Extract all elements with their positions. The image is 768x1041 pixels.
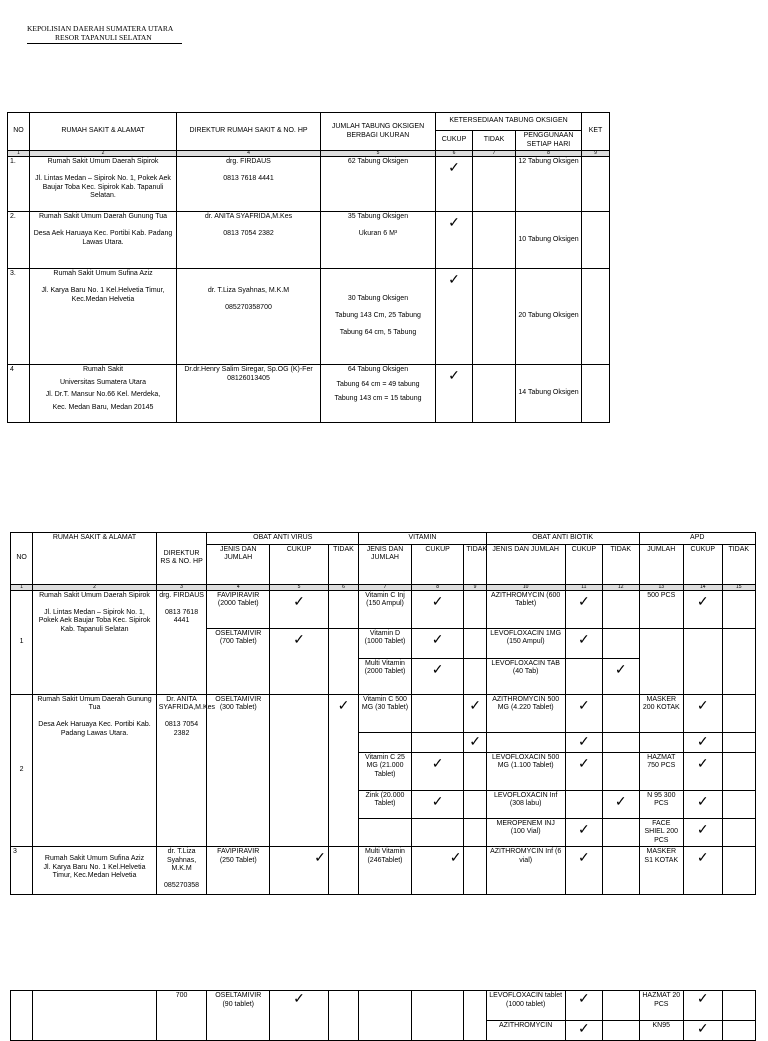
col-number: 1 — [8, 151, 30, 157]
table-row — [8, 157, 610, 212]
rs-address: Jl. Lintas Medan – Sipirok No. 1, Pokek Aek Baujar Toba Kec. Sipirok Kab. Tapanuli Selatan — [38, 608, 151, 633]
rs-cell — [30, 212, 177, 269]
col-ketersediaan: KETERSEDIAAN TABUNG OKSIGEN — [436, 113, 582, 131]
empty-cell — [11, 991, 33, 1041]
rs-cell — [30, 269, 177, 365]
rs-address: Desa Aek Haruaya Kec. Portibi Kab. Padang Lawas Utara. — [33, 230, 173, 246]
antibiotic-item: LEVOFLOXACIN TAB (40 Tab) — [486, 658, 565, 694]
empty-cell — [328, 590, 358, 628]
col-dir: DIREKTUR RS & NO. HP — [156, 533, 207, 585]
antivirus-item: OSELTAMIVIR (700 Tablet) — [207, 628, 270, 694]
col-jenis: JENIS DAN JUMLAH — [207, 544, 270, 584]
director-cell — [177, 157, 321, 212]
rs-address: Desa Aek Haruaya Kec. Portibi Kab. Padang Lawas Utara. — [38, 721, 151, 737]
check-icon: ✓ — [565, 628, 602, 658]
apd-item: FACE SHIEL 200 PCS — [639, 818, 684, 847]
row-no: 4 — [8, 365, 30, 423]
col-number: 6 — [328, 584, 358, 590]
check-icon: ✓ — [436, 157, 473, 212]
empty-cell — [603, 694, 639, 732]
col-vitamin: VITAMIN — [359, 533, 487, 545]
antibiotic-item: AZITHROMYCIN 500 MG (4.220 Tablet) — [486, 694, 565, 732]
letterhead — [27, 24, 182, 44]
check-icon: ✓ — [411, 658, 464, 694]
director-phone: 0813 7618 4441 — [223, 175, 274, 182]
antivirus-item: OSELTAMIVIR (90 tablet) — [207, 991, 270, 1041]
check-icon: ✓ — [684, 991, 722, 1021]
table-row — [11, 991, 756, 1021]
rs-cell — [30, 365, 177, 423]
empty-cell — [270, 694, 329, 847]
director-phone: 085270358700 — [225, 304, 272, 311]
director-name: dr. T.Liza Syahnas, M.K.M — [207, 287, 290, 294]
antibiotic-item: AZITHROMYCIN — [486, 1021, 565, 1041]
rs-cell — [33, 590, 156, 694]
director-phone: 700 — [156, 991, 207, 1041]
col-tidak: TIDAK — [603, 544, 639, 584]
tidak-cell — [473, 157, 516, 212]
vitamin-item: Vitamin C 25 MG (21.000 Tablet) — [359, 752, 412, 790]
antibiotic-item: LEVOFLOXACIN Inf (308 labu) — [486, 790, 565, 818]
check-icon: ✓ — [270, 628, 329, 694]
empty-cell — [359, 991, 412, 1041]
empty-cell — [411, 991, 464, 1041]
col-jenis: JENIS DAN JUMLAH — [486, 544, 565, 584]
rs-name: Rumah Sakit Umum Daerah Gunung Tua — [38, 213, 167, 220]
letterhead-line-2: RESOR TAPANULI SELATAN — [55, 33, 152, 42]
check-icon: ✓ — [684, 790, 722, 818]
oxygen-count: 30 Tabung Oksigen — [347, 295, 409, 302]
table-row — [11, 694, 756, 732]
table-row — [11, 847, 756, 895]
apd-item: HAZMAT 750 PCS — [639, 752, 684, 790]
check-icon: ✓ — [436, 212, 473, 269]
antibiotic-item: LEVOFLOXACIN tablet (1000 tablet) — [486, 991, 565, 1021]
check-icon: ✓ — [411, 628, 464, 658]
col-tidak: TIDAK — [328, 544, 358, 584]
check-icon: ✓ — [270, 590, 329, 628]
col-tidak: TIDAK — [473, 131, 516, 151]
col-number: 4 — [207, 584, 270, 590]
row-no: 2 — [11, 694, 33, 847]
check-icon: ✓ — [565, 752, 602, 790]
col-jumlah: JUMLAH — [639, 544, 684, 584]
col-tidak: TIDAK — [464, 544, 486, 584]
check-icon: ✓ — [684, 590, 722, 628]
apd-item: N 95 300 PCS — [639, 790, 684, 818]
vitamin-item: Multi Vitamin (246Tablet) — [359, 847, 412, 895]
empty-cell — [464, 847, 486, 895]
check-icon: ✓ — [328, 694, 358, 847]
check-icon: ✓ — [603, 790, 639, 818]
director-name: Dr. ANITA SYAFRIDA,M.Kes — [158, 695, 216, 711]
empty-cell — [603, 1021, 639, 1041]
col-no: NO — [8, 113, 30, 151]
rs-cell — [30, 157, 177, 212]
apd-item: 500 PCS — [639, 590, 684, 628]
rs-address: Jl. Karya Baru No. 1 Kel.Helvetia Timur, Kec.Medan Helvetia — [43, 863, 146, 879]
check-icon: ✓ — [270, 847, 329, 895]
empty-cell — [603, 818, 639, 847]
director-name: dr. T.Liza Syahnas, M.K.M — [166, 848, 197, 872]
empty-cell — [464, 818, 486, 847]
empty-cell — [639, 628, 684, 694]
col-number: 5 — [321, 151, 436, 157]
director-cell — [156, 694, 216, 847]
empty-cell — [565, 658, 602, 694]
rs-name: Rumah Sakit Umum Sufina Aziz — [53, 270, 153, 277]
check-icon: ✓ — [565, 732, 602, 752]
check-icon: ✓ — [270, 991, 329, 1041]
check-icon: ✓ — [411, 790, 464, 818]
empty-cell — [722, 818, 756, 847]
empty-cell — [639, 732, 684, 752]
check-icon: ✓ — [684, 1021, 722, 1041]
empty-cell — [328, 847, 358, 895]
empty-cell — [411, 818, 464, 847]
empty-cell — [603, 847, 639, 895]
antibiotic-item: LEVOFLOXACIN 1MG (150 Ampul) — [486, 628, 565, 658]
row-no: 2. — [8, 212, 30, 269]
oxygen-total — [321, 365, 436, 423]
director-phone: 08126013405 — [227, 374, 270, 382]
oxygen-count: 64 Tabung Oksigen — [347, 366, 409, 373]
row-no: 3. — [8, 269, 30, 365]
oxygen-size: Tabung 64 cm, 5 Tabung — [339, 329, 417, 336]
apd-item: HAZMAT 20 PCS — [639, 991, 684, 1021]
col-number: 5 — [270, 584, 329, 590]
director-name: drg. FIRDAUS — [159, 591, 204, 599]
apd-item: MASKER S1 KOTAK — [639, 847, 684, 895]
director-phone: 0813 7054 2382 — [223, 230, 274, 237]
col-number: 9 — [582, 151, 610, 157]
empty-cell — [565, 790, 602, 818]
table-row — [8, 365, 610, 423]
check-icon: ✓ — [411, 752, 464, 790]
col-number: 12 — [603, 584, 639, 590]
col-tidak: TIDAK — [722, 544, 756, 584]
table-row — [8, 269, 610, 365]
daily-usage: 20 Tabung Oksigen — [516, 269, 582, 365]
col-antibiotik: OBAT ANTI BIOTIK — [486, 533, 639, 545]
col-number: 14 — [684, 584, 722, 590]
rs-name: Rumah Sakit Umum Daerah Sipirok — [39, 591, 150, 599]
rs-address: Jl. Dr.T. Mansur No.66 Kel. Merdeka, — [45, 391, 161, 398]
row-no: 3 — [11, 847, 33, 895]
check-icon: ✓ — [603, 658, 639, 694]
rs-name: Rumah Sakit Umum Daerah Gunung Tua — [37, 695, 152, 711]
tidak-cell — [473, 212, 516, 269]
empty-cell — [464, 658, 486, 694]
rs-address: Jl. Lintas Medan – Sipirok No. 1, Pokek Aek Baujar Toba Kec. Sipirok Kab. Tapanuli Selatan. — [35, 175, 171, 199]
empty-cell — [722, 991, 756, 1021]
col-number: 9 — [464, 584, 486, 590]
oxygen-size: Tabung 143 Cm, 25 Tabung — [335, 312, 421, 319]
antibiotic-item: LEVOFLOXACIN 500 MG (1.100 Tablet) — [486, 752, 565, 790]
vitamin-item: Vitamin C Inj (150 Ampul) — [359, 590, 412, 628]
oxygen-size: Tabung 143 cm = 15 tabung — [334, 395, 422, 402]
col-penggunaan: PENGGUNAAN SETIAP HARI — [516, 131, 582, 151]
check-icon: ✓ — [565, 1021, 602, 1041]
empty-cell — [722, 590, 756, 628]
antivirus-item: OSELTAMIVIR (300 Tablet) — [207, 694, 270, 847]
ket-cell — [582, 365, 610, 423]
apd-item: MASKER 200 KOTAK — [639, 694, 684, 732]
empty-cell — [722, 694, 756, 732]
antibiotic-item: AZITHROMYCIN Inf (6 vial) — [486, 847, 565, 895]
col-apd: APD — [639, 533, 755, 545]
tidak-cell — [473, 365, 516, 423]
empty-cell — [464, 790, 486, 818]
empty-cell — [722, 847, 756, 895]
rs-cell — [33, 694, 156, 847]
tidak-cell — [473, 269, 516, 365]
col-number: 8 — [516, 151, 582, 157]
director-cell — [156, 847, 207, 895]
empty-cell — [33, 991, 156, 1041]
director-name: Dr.dr.Henry Salim Siregar, Sp.OG (K)-Fer — [184, 366, 313, 373]
col-antivirus: OBAT ANTI VIRUS — [207, 533, 359, 545]
daily-usage: 12 Tabung Oksigen — [516, 157, 582, 212]
director-phone: 085270358 — [164, 882, 200, 889]
check-icon: ✓ — [684, 752, 722, 790]
col-number: 8 — [411, 584, 464, 590]
col-number: 15 — [722, 584, 756, 590]
director-phone: 0813 7054 2382 — [165, 721, 199, 737]
oxygen-table — [7, 112, 610, 423]
check-icon: ✓ — [684, 818, 722, 847]
vitamin-item: Multi Vitamin (2000 Tablet) — [359, 658, 412, 694]
table-row — [11, 590, 756, 628]
empty-cell — [603, 752, 639, 790]
check-icon: ✓ — [464, 694, 486, 732]
check-icon: ✓ — [565, 847, 602, 895]
col-number: 7 — [359, 584, 412, 590]
check-icon: ✓ — [684, 847, 722, 895]
ket-cell — [582, 212, 610, 269]
empty-cell — [464, 752, 486, 790]
check-icon: ✓ — [411, 590, 464, 628]
row-no: 1 — [11, 590, 33, 694]
rs-name: Rumah Sakit Umum Sufina Aziz — [44, 855, 145, 862]
check-icon: ✓ — [464, 732, 486, 752]
antivirus-item: FAVIPIRAVIR (250 Tablet) — [207, 847, 270, 895]
col-no: NO — [11, 533, 33, 585]
director-cell — [177, 269, 321, 365]
check-icon: ✓ — [684, 732, 722, 752]
col-number: 2 — [30, 151, 177, 157]
col-number: 4 — [177, 151, 321, 157]
oxygen-size: Ukuran 6 M³ — [358, 230, 398, 237]
col-jumlah: JUMLAH TABUNG OKSIGEN BERBAGI UKURAN — [321, 113, 436, 151]
rs-address: Kec. Medan Baru, Medan 20145 — [52, 403, 154, 411]
empty-cell — [722, 732, 756, 752]
col-ket: KET — [582, 113, 610, 151]
oxygen-total: 62 Tabung Oksigen — [321, 157, 436, 212]
ket-cell — [582, 157, 610, 212]
col-number: 7 — [473, 151, 516, 157]
empty-cell — [464, 590, 486, 628]
empty-cell — [603, 590, 639, 628]
empty-cell — [684, 628, 722, 694]
empty-cell — [359, 818, 412, 847]
col-rs: RUMAH SAKIT & ALAMAT — [30, 113, 177, 151]
rs-name: Universitas Sumatera Utara — [60, 378, 146, 386]
empty-cell — [464, 991, 486, 1041]
empty-cell — [722, 752, 756, 790]
empty-cell — [411, 732, 464, 752]
daily-usage: 14 Tabung Oksigen — [516, 365, 582, 423]
col-cukup: CUKUP — [436, 131, 473, 151]
col-number: 11 — [565, 584, 602, 590]
col-cukup: CUKUP — [565, 544, 602, 584]
director-cell — [177, 365, 321, 423]
antibiotic-item: MEROPENEM INJ (100 Vial) — [486, 818, 565, 847]
vitamin-item: Vitamin C 500 MG (30 Tablet) — [359, 694, 412, 732]
check-icon: ✓ — [565, 694, 602, 732]
director-cell — [177, 212, 321, 269]
empty-cell — [464, 628, 486, 658]
apd-item: KN95 — [639, 1021, 684, 1041]
director-cell — [156, 590, 207, 694]
empty-cell — [328, 991, 358, 1041]
col-cukup: CUKUP — [411, 544, 464, 584]
antivirus-item: FAVIPIRAVIR (2000 Tablet) — [207, 590, 270, 628]
col-cukup: CUKUP — [270, 544, 329, 584]
empty-cell — [328, 628, 358, 694]
col-number: 2 — [33, 584, 156, 590]
col-jenis: JENIS DAN JUMLAH — [359, 544, 412, 584]
medicine-table-continued — [10, 990, 756, 1041]
director-name: drg. FIRDAUS — [226, 158, 271, 165]
oxygen-total — [321, 269, 436, 365]
ket-cell — [582, 269, 610, 365]
check-icon: ✓ — [411, 847, 464, 895]
vitamin-item: Vitamin D (1000 Tablet) — [359, 628, 412, 658]
check-icon: ✓ — [436, 365, 473, 423]
empty-cell — [603, 732, 639, 752]
medicine-table — [10, 532, 756, 895]
empty-cell — [603, 628, 639, 658]
vitamin-item: Zink (20.000 Tablet) — [359, 790, 412, 818]
col-number: 1 — [11, 584, 33, 590]
check-icon: ✓ — [436, 269, 473, 365]
check-icon: ✓ — [565, 590, 602, 628]
antibiotic-item: AZITHROMYCIN (600 Tablet) — [486, 590, 565, 628]
table-row — [8, 212, 610, 269]
check-icon: ✓ — [565, 818, 602, 847]
col-number: 3 — [156, 584, 207, 590]
oxygen-count: 35 Tabung Oksigen — [347, 213, 409, 220]
col-number: 10 — [486, 584, 565, 590]
rs-name: Rumah Sakit Umum Daerah Sipirok — [47, 158, 159, 165]
empty-cell — [722, 1021, 756, 1041]
daily-usage: 10 Tabung Oksigen — [516, 212, 582, 269]
empty-cell — [359, 732, 412, 752]
col-cukup: CUKUP — [684, 544, 722, 584]
col-dir: DIREKTUR RUMAH SAKIT & NO. HP — [177, 113, 321, 151]
letterhead-line-1: KEPOLISIAN DAERAH SUMATERA UTARA — [27, 24, 174, 33]
empty-cell — [722, 790, 756, 818]
col-number: 13 — [639, 584, 684, 590]
col-rs: RUMAH SAKIT & ALAMAT — [33, 533, 156, 585]
oxygen-size: Tabung 64 cm = 49 tabung — [336, 380, 420, 388]
rs-address: Jl. Karya Baru No. 1 Kel.Helvetia Timur, Kec.Medan Helvetia — [41, 287, 165, 303]
check-icon: ✓ — [565, 991, 602, 1021]
rs-cell — [33, 847, 156, 895]
rs-name: Rumah Sakit — [82, 366, 124, 373]
director-name: dr. ANITA SYAFRIDA,M.Kes — [204, 213, 293, 220]
row-no: 1. — [8, 157, 30, 212]
check-icon: ✓ — [684, 694, 722, 732]
col-number: 6 — [436, 151, 473, 157]
director-phone: 0813 7618 4441 — [165, 608, 199, 624]
oxygen-total — [321, 212, 436, 269]
empty-cell — [603, 991, 639, 1021]
empty-cell — [486, 732, 565, 752]
empty-cell — [722, 628, 756, 694]
empty-cell — [411, 694, 464, 732]
